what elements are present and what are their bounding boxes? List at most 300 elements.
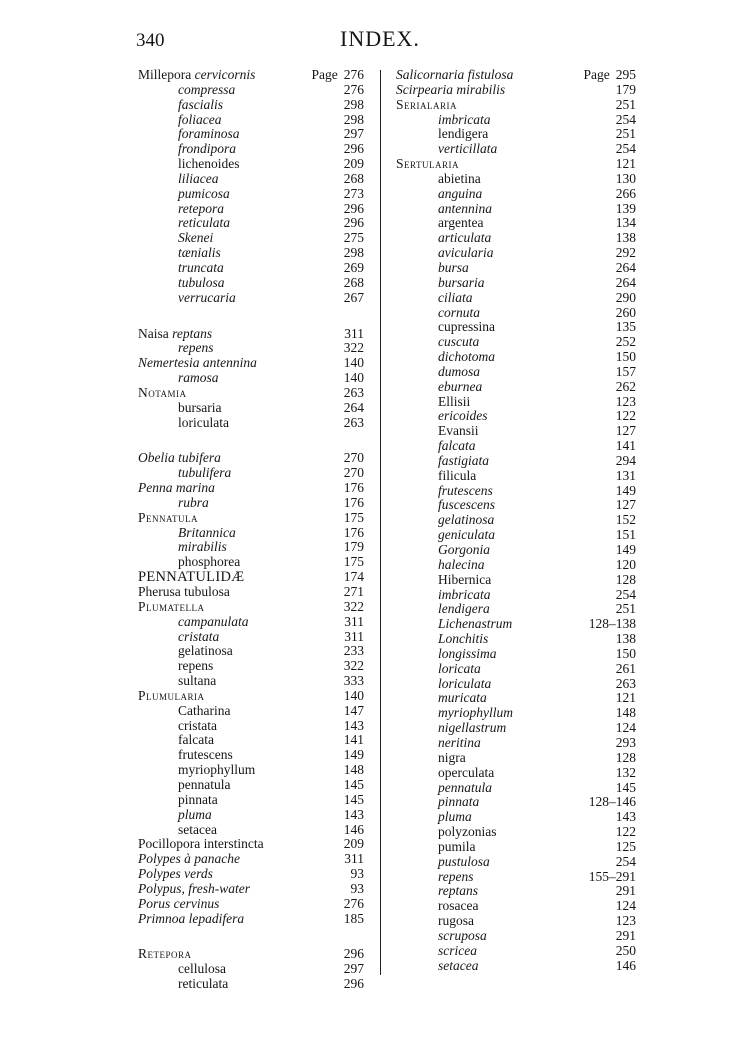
page-number-ref: 125 [615,838,636,854]
page-number-ref: 176 [343,524,364,540]
index-entry [396,706,636,721]
index-entry-name: imbricata [438,586,491,602]
index-entry [138,327,364,342]
index-entry-name: Polypes verds [138,866,213,882]
index-entry-term [138,897,219,912]
index-entry-name: cervicornis [194,67,256,82]
index-entry-name: setacea [438,957,479,973]
page-number-ref: 311 [344,613,364,629]
page-number-ref: 291 [615,927,636,943]
index-entry-name: rugosa [438,913,474,929]
index-page-ref [312,68,365,83]
index-entry [396,810,636,825]
page-number-ref: 149 [615,542,636,557]
page-number-ref: 254 [615,853,636,869]
index-entry [396,751,636,766]
index-page-ref [616,944,636,959]
page-number-ref: 128 [615,749,636,765]
index-entry [396,246,636,261]
index-page-ref [344,327,364,342]
index-entry [138,778,364,793]
index-entry-name: setacea [178,821,217,837]
index-entry [138,540,364,555]
index-subentry-term [438,617,512,632]
index-entry-name: PENNATULIDÆ [138,569,245,586]
page-number-ref: 294 [615,452,636,468]
page-number-ref: 131 [615,467,636,483]
index-page-ref [344,202,364,217]
index-entry [138,187,364,202]
index-entry-name: ramosa [178,370,219,386]
index-subentry-term [178,962,226,977]
index-entry [396,202,636,217]
index-page-ref [616,291,636,306]
index-entry-term [138,356,257,371]
index-page-ref [344,246,364,261]
index-page-ref [616,899,636,914]
index-subentry-term [438,172,481,187]
index-entry [396,157,636,172]
index-entry-name: reptans [172,325,213,341]
index-entry [138,68,364,83]
index-entry [396,781,636,796]
index-entry-name: Lonchitis [438,631,489,647]
index-entry [396,380,636,395]
index-subentry-term [438,588,491,603]
column-divider [380,70,381,975]
index-entry [396,855,636,870]
index-entry-name: halecina [438,556,485,572]
page-number-ref: 233 [343,643,364,659]
index-entry-name: reticulata [178,215,230,231]
page-number-ref: 271 [343,584,364,599]
index-page-ref [351,882,365,897]
index-page-ref [344,852,364,867]
index-page-ref [344,763,364,778]
index-page-ref [616,365,636,380]
index-entry-name: Polypus, fresh-water [138,880,250,896]
page-number-ref: 268 [343,274,364,290]
index-page-ref [344,823,364,838]
page-number-ref: 149 [615,482,636,498]
page-number-ref: 185 [343,910,364,926]
index-subentry-term [178,823,217,838]
index-entry-name: abietina [438,170,481,186]
index-entry [138,216,364,231]
page-number-ref: 93 [350,866,364,882]
index-entry [138,371,364,386]
index-entry [396,291,636,306]
index-entry-name: polyzonias [438,824,497,840]
index-entry [138,912,364,927]
index-entry [396,929,636,944]
index-page-ref [344,659,364,674]
index-entry [138,763,364,778]
index-entry [396,424,636,439]
index-entry-name: argentea [438,215,484,231]
index-page-ref [344,142,364,157]
index-subentry-term [178,674,216,689]
index-entry-name: Britannica [178,524,236,540]
index-subentry-term [438,840,476,855]
index-subentry-term [178,778,230,793]
index-subentry-term [178,416,229,431]
page-number-ref: 263 [615,675,636,691]
index-subentry-term [438,350,495,365]
index-entry [396,498,636,513]
page-number-ref: 298 [343,245,364,261]
index-entry-term [138,600,205,615]
index-subentry-term [438,484,493,499]
page-number-ref: 261 [615,660,636,676]
index-page-ref [589,795,636,810]
index-subentry-term [178,526,236,541]
page-number-ref: 291 [615,883,636,899]
index-entry [396,320,636,335]
running-title: INDEX. [340,26,420,51]
index-entry [138,386,364,401]
index-subentry-term [178,719,217,734]
index-subentry-term [438,439,476,454]
index-entry [396,588,636,603]
index-entry [396,350,636,365]
index-subentry-term [178,540,227,555]
index-page-ref [616,83,636,98]
index-entry [396,736,636,751]
index-page-ref [344,689,364,704]
index-page-ref [616,98,636,113]
index-entry-name: lendigera [438,601,490,617]
page-number-ref: 292 [615,245,636,261]
index-page-ref [344,778,364,793]
index-page-ref [616,855,636,870]
page-number-ref: 145 [343,791,364,807]
page-number-ref: 276 [343,67,364,82]
page-number-ref: 157 [615,363,636,379]
index-subentry-term [178,202,224,217]
page-number-ref: 311 [344,325,364,341]
page-number-ref: 176 [343,480,364,496]
index-subentry-term [438,246,494,261]
index-page-ref [616,647,636,662]
index-entry-name: phosphorea [178,554,241,570]
index-subentry-term [178,291,236,306]
index-entry-name: tænialis [178,245,221,261]
index-entry [138,837,364,852]
index-subentry-term [178,808,212,823]
index-subentry-term [438,261,469,276]
page-number-ref: 146 [343,821,364,837]
index-entry [138,451,364,466]
index-page-ref [616,691,636,706]
index-subentry-term [438,929,487,944]
index-entry-name: dumosa [438,363,481,379]
page-number-ref: 179 [343,539,364,555]
page-number-ref: 143 [615,809,636,825]
page-number-ref: 123 [615,913,636,929]
index-entry [138,719,364,734]
index-entry [138,113,364,128]
index-subentry-term [178,216,230,231]
page-number-ref: 135 [615,319,636,335]
index-subentry-term [178,763,255,778]
index-entry-name: muricata [438,690,487,706]
index-entry-name: Primnoa lepadifera [138,910,245,926]
page-number-ref: 148 [343,762,364,778]
index-page-ref [344,615,364,630]
index-subentry-term [438,365,480,380]
index-subentry-term [438,306,480,321]
index-page-ref [344,733,364,748]
index-entry-name: geniculata [438,527,495,543]
index-entry [396,469,636,484]
index-page-ref [344,481,364,496]
index-page-ref [616,558,636,573]
index-subentry-term [178,659,213,674]
index-entry [138,356,364,371]
index-entry-name: verrucaria [178,289,236,305]
index-entry-name: myriophyllum [438,705,513,721]
page-number-ref: 275 [343,230,364,246]
index-entry [396,216,636,231]
page-number-ref: 175 [343,509,364,525]
index-entry [396,795,636,810]
index-entry-name: Penna marina [138,480,215,496]
index-page-ref [616,677,636,692]
index-entry [138,466,364,481]
index-entry [396,439,636,454]
page-number-ref: 322 [343,340,364,356]
index-page-ref [616,766,636,781]
index-page-ref [344,644,364,659]
index-page-ref [351,867,365,882]
page-number-ref: 140 [343,355,364,371]
page-number-ref: 141 [343,732,364,748]
index-entry [396,187,636,202]
index-entry-name: mirabilis [178,539,227,555]
page-number-ref: 151 [615,527,636,543]
page-number-ref: 143 [343,717,364,733]
index-page-ref [344,555,364,570]
index-page-ref [344,416,364,431]
index-entry [138,689,364,704]
index-entry [138,98,364,113]
index-entry [138,157,364,172]
page-number-ref: 121 [615,156,636,172]
index-page-ref [344,962,364,977]
index-entry [396,959,636,974]
index-entry-genus: Millepora [138,67,195,82]
index-entry-name: Retepora [138,946,192,962]
page-number-ref: 251 [615,126,636,142]
index-entry [396,602,636,617]
index-entry-name: fastigiata [438,452,490,468]
index-entry [396,142,636,157]
index-entry-name: bursaria [178,399,222,415]
page-number-ref: 149 [343,747,364,763]
index-entry-name: frutescens [178,747,233,763]
index-entry [138,526,364,541]
page-number-ref: 127 [615,423,636,439]
index-entry-term [138,689,205,704]
index-entry-name: Gorgonia [438,542,491,557]
index-page-ref [616,721,636,736]
index-entry [138,748,364,763]
index-page-ref [616,276,636,291]
index-entry [138,401,364,416]
index-entry-term [138,511,198,526]
index-page-ref [344,356,364,371]
index-subentry-term [178,615,249,630]
page-number-ref: 263 [343,384,364,400]
index-entry-name: cuscuta [438,334,480,350]
index-entry-name: Plumatella [138,598,205,614]
index-entry [396,840,636,855]
page-number-ref: 254 [615,111,636,127]
index-subentry-term [438,870,474,885]
index-subentry-term [438,781,492,796]
index-entry-name: fascialis [178,96,224,112]
index-subentry-term [438,884,478,899]
index-entry-name: foraminosa [178,126,240,142]
page-number-ref: 269 [343,259,364,275]
index-subentry-term [438,113,491,128]
index-entry [396,870,636,885]
index-entry-name: pluma [178,806,212,822]
index-entry-name: repens [438,868,474,884]
index-subentry-term [178,555,240,570]
page-number-ref: 150 [615,349,636,365]
index-page-ref [344,466,364,481]
index-subentry-term [438,736,481,751]
page-number-ref: 128 [615,571,636,587]
index-page-ref [616,810,636,825]
index-entry [396,395,636,410]
page-number-ref: 139 [615,200,636,216]
index-entry [138,341,364,356]
index-subentry-term [438,914,474,929]
index-subentry-term [438,677,491,692]
index-entry-term [138,882,250,897]
index-spacer [138,306,364,327]
index-page-ref [616,736,636,751]
page-number-ref: 146 [615,957,636,973]
index-page-ref [616,231,636,246]
page-header [0,26,750,56]
page-number-ref: 140 [343,370,364,386]
index-subentry-term [438,543,490,558]
index-entry-name: antennina [438,200,492,216]
page-number-ref: 264 [615,274,636,290]
index-page-ref [616,751,636,766]
index-entry-name: loriculata [438,675,492,691]
index-subentry-term [178,793,218,808]
index-subentry-term [438,899,478,914]
index-page-ref [616,632,636,647]
page-label: Page [583,67,610,82]
index-entry [138,977,364,992]
page-number-ref: 122 [615,824,636,840]
page-number-ref: 311 [344,628,364,644]
index-subentry-term [438,855,490,870]
index-subentry-term [178,466,231,481]
index-entry-name: operculata [438,764,495,780]
page-number-ref: 179 [615,81,636,97]
index-entry [396,127,636,142]
index-page-ref [616,588,636,603]
index-subentry-term [178,276,225,291]
index-entry-name: repens [178,658,214,674]
index-subentry-term [438,721,506,736]
index-page-ref [344,386,364,401]
index-entry-name: imbricata [438,111,491,127]
index-entry-name: verticillata [438,141,498,157]
index-entry [396,617,636,632]
page-number-ref: 296 [343,200,364,216]
index-entry-name: pennatula [178,776,231,792]
index-page-ref [616,127,636,142]
index-subentry-term [438,424,479,439]
index-entry-name: cornuta [438,304,480,320]
index-entry-name: truncata [178,259,224,275]
index-page-ref [616,320,636,335]
index-entry-name: tubulifera [178,465,232,481]
page-number-ref: 209 [343,836,364,852]
index-subentry-term [438,469,476,484]
index-entry [396,543,636,558]
index-subentry-term [438,766,494,781]
page-number-ref: 298 [343,96,364,112]
index-page-ref [344,808,364,823]
index-entry [138,555,364,570]
index-entry [138,733,364,748]
page-number-ref: 252 [615,334,636,350]
index-entry [396,454,636,469]
index-page-ref [344,451,364,466]
index-subentry-term [178,231,213,246]
index-entry [396,632,636,647]
index-subentry-term [438,395,470,410]
index-entry-name: nigellastrum [438,720,507,736]
index-entry [396,573,636,588]
page-number-ref: 293 [615,734,636,750]
index-entry [138,291,364,306]
index-page-ref [344,157,364,172]
index-entry-name: falcata [438,438,476,454]
index-page-ref [344,172,364,187]
index-page-ref [616,884,636,899]
index-page-ref [344,912,364,927]
index-entry-name: lichenoides [178,156,240,172]
index-entry-name: rubra [178,494,209,510]
index-subentry-term [178,98,223,113]
page-number-ref: 296 [343,976,364,992]
index-entry-name: pinnata [178,791,218,807]
index-entry [138,172,364,187]
index-page-ref [344,276,364,291]
index-spacer [138,430,364,451]
index-entry-name: loricata [438,660,481,676]
index-page-ref [344,585,364,600]
index-entry [396,409,636,424]
index-page-ref [616,335,636,350]
index-entry [396,528,636,543]
index-page-ref [344,216,364,231]
index-subentry-term [178,261,224,276]
index-page-ref [344,897,364,912]
index-entry-name: nigra [438,749,466,765]
index-page-ref [616,706,636,721]
